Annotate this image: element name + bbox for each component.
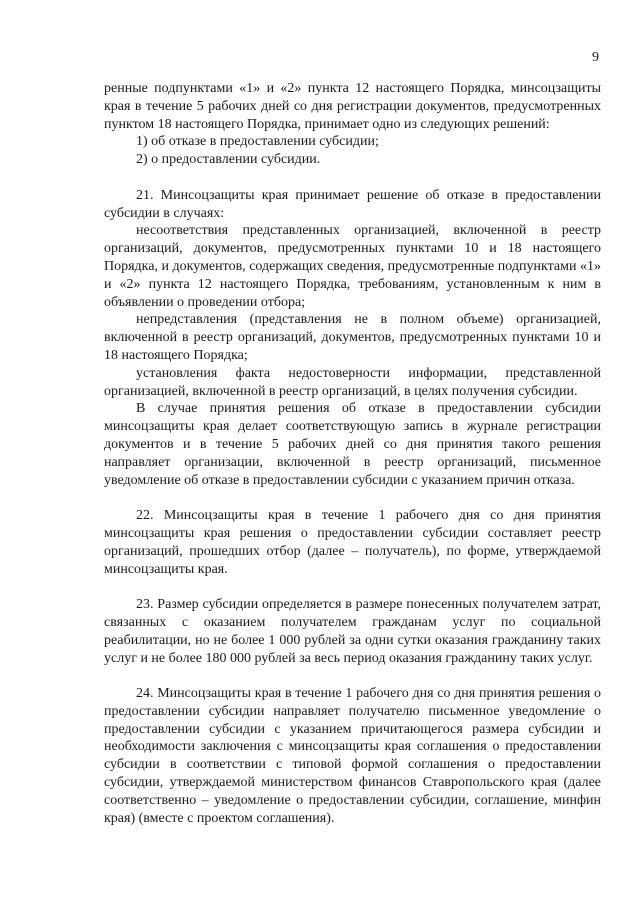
section-21-case-3: установления факта недостоверности информации, представленной организацией, включенной в реестр организаций, в целях получения субсидии. [104, 365, 601, 399]
list-item-grant: 2) о предоставлении субсидии. [136, 152, 321, 168]
section-21-case-2: непредставления (представления не в полном объеме) организацией, включенной в реестр организаций, документов, предусмотренных пунктами 10 и 18 настоящего Порядка; [104, 312, 601, 363]
section-21-notice: В случае принятия решения об отказе в предоставлении субсидии минсоцзащиты края делает соответствующую запись в журнале регистрации документов и в течение 5 рабочих дней со дня принятия такого решения направляет организации, включенной в реестр организаций, письменное уведомление об отказе в предоставлении субсидии с указанием причин отказа. [104, 401, 601, 488]
list-item-refusal: 1) об отказе в предоставлении субсидии; [136, 134, 379, 150]
section-24: 24. Минсоцзащиты края в течение 1 рабочего дня со дня принятия решения о предоставлении субсидии направляет получателю письменное уведомление о предоставлении субсидии с указанием причитающегося размера субсидии и необходимости заключения с минсоцзащиты края соглашения о предоставлении субсидии в соответствии с типовой формой соглашения о предоставлении субсидии, утверждаемой министерством финансов Ставропольского края (далее соответственно – уведомление о предоставлении субсидии, соглашение, минфин края) (вместе с проектом соглашения). [104, 686, 601, 826]
section-22: 22. Минсоцзащиты края в течение 1 рабочего дня со дня принятия минсоцзащиты края решения о предоставлении субсидии составляет реестр организаций, прошедших отбор (далее – получатель), по форме, утверждаемой минсоцзащиты края. [104, 508, 601, 577]
section-23: 23. Размер субсидии определяется в размере понесенных получателем затрат, связанных с оказанием получателем гражданам услуг по социальной реабилитации, но не более 1 000 рублей за одни сутки оказания гражданину таких услуг и не более 180 000 рублей за весь период оказания гражданину таких услуг. [104, 597, 601, 666]
document-body [104, 80, 601, 827]
section-21: 21. Минсоцзащиты края принимает решение об отказе в предоставлении субсидии в случаях: [104, 187, 601, 221]
page-number: 9 [592, 50, 599, 65]
section-21-case-1: несоответствия представленных организацией, включенной в реестр организаций, документов, предусмотренных пунктами 10 и 18 настоящего Порядка, и документов, содержащих сведения, предусмотренные подпунктами «1» и «2» пункта 12 настоящего Порядка, требованиям, установленным к ним в объявлении о проведении отбора; [104, 223, 601, 310]
paragraph-continuation: ренные подпунктами «1» и «2» пункта 12 настоящего Порядка, минсоцзащиты края в течение 5 рабочих дней со дня регистрации документов, предусмотренных пунктом 18 настоящего Порядка, принимает одно из следующих решений: [104, 81, 601, 132]
